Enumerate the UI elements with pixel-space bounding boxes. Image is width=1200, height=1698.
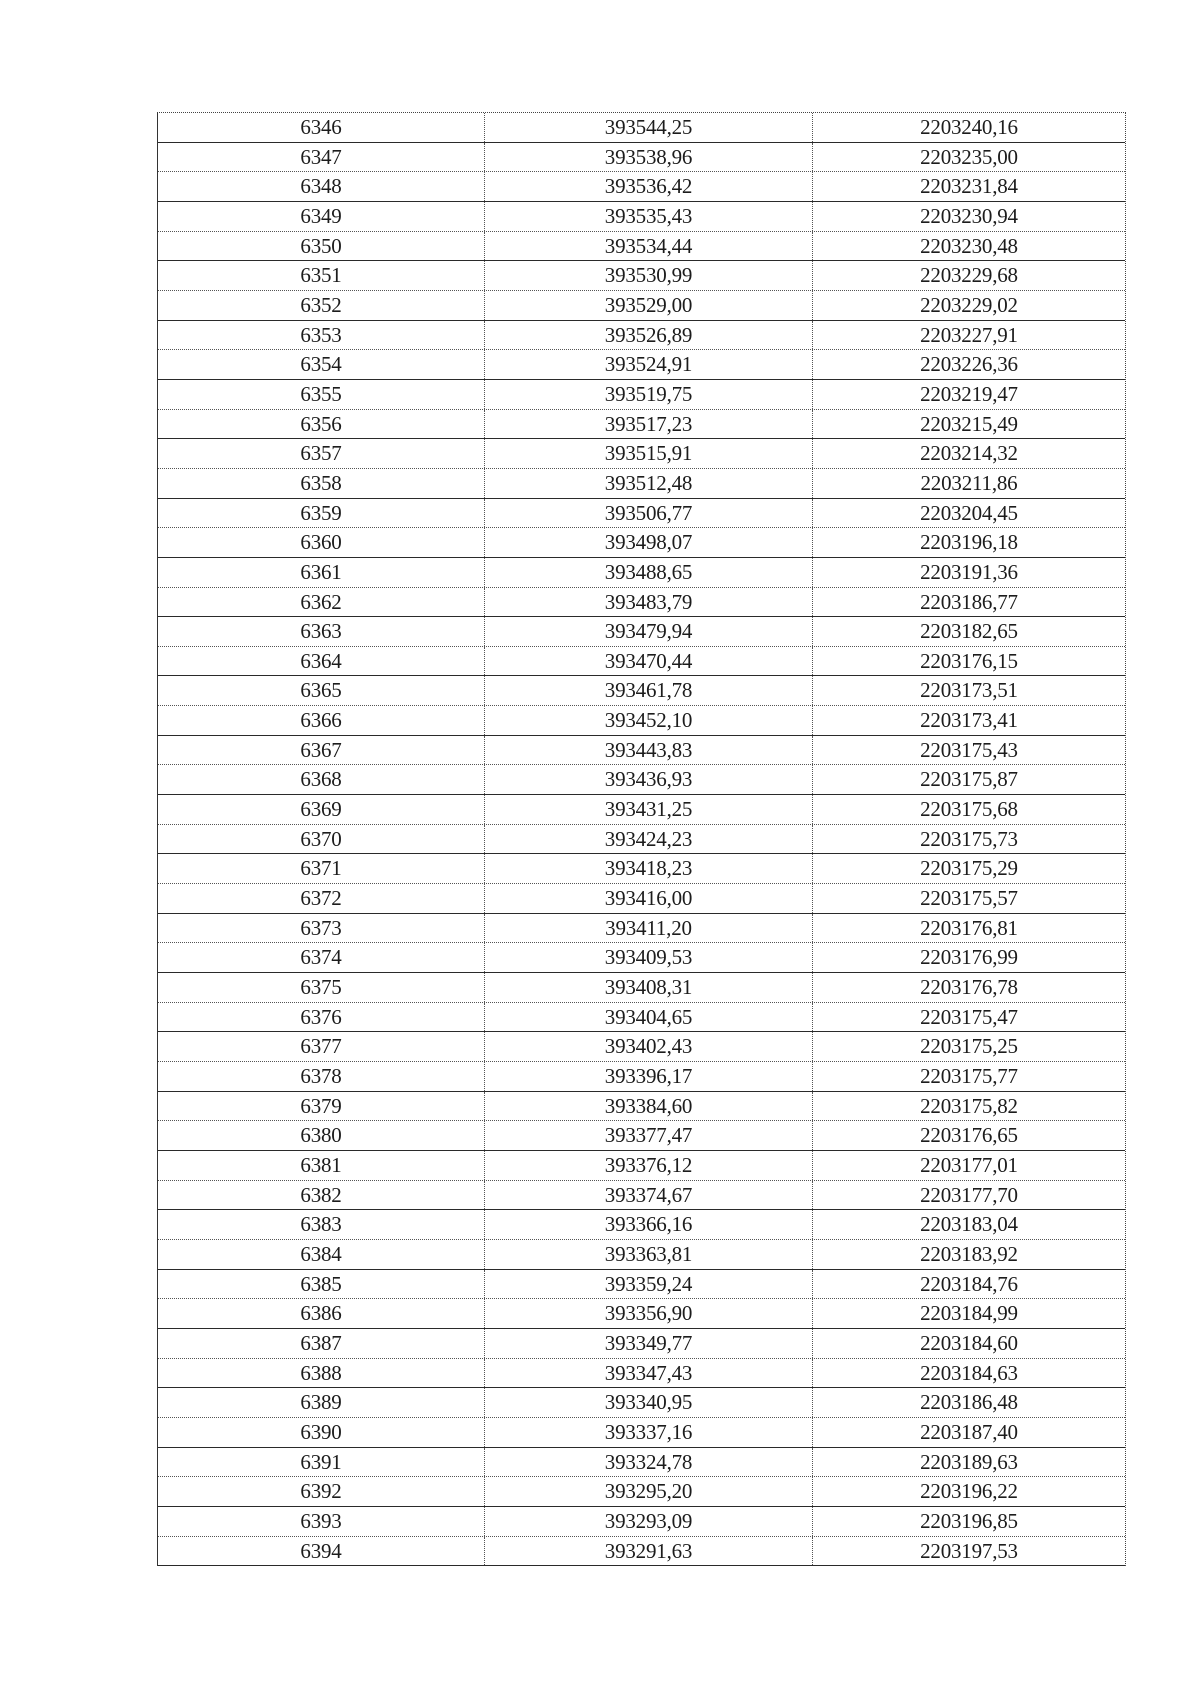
first-value-cell: 393479,94 <box>485 617 813 646</box>
row-number-cell: 6376 <box>158 1003 485 1032</box>
table-row <box>158 1003 1125 1033</box>
first-value-cell: 393436,93 <box>485 765 813 794</box>
second-value-cell: 2203182,65 <box>920 619 1018 644</box>
second-value-cell: 2203229,68 <box>920 263 1018 288</box>
first-value-cell: 393402,43 <box>485 1032 813 1061</box>
table-row <box>158 588 1125 618</box>
second-value-cell: 2203175,47 <box>920 1004 1018 1029</box>
row-number-cell: 6354 <box>158 350 485 379</box>
second-value-cell: 2203219,47 <box>920 381 1018 406</box>
data-table <box>157 112 1126 1566</box>
row-number-cell: 6372 <box>158 884 485 913</box>
first-value-cell: 393324,78 <box>485 1448 813 1477</box>
table-row <box>158 439 1125 469</box>
row-number-cell: 6394 <box>158 1537 485 1566</box>
first-value-cell: 393347,43 <box>485 1359 813 1388</box>
second-value-cell: 2203175,82 <box>920 1093 1018 1118</box>
first-value-cell: 393498,07 <box>485 528 813 557</box>
first-value-cell: 393544,25 <box>485 113 813 142</box>
row-number-cell: 6381 <box>158 1151 485 1180</box>
row-number-cell: 6392 <box>158 1477 485 1506</box>
second-value-cell: 2203240,16 <box>920 115 1018 139</box>
table-row <box>158 736 1125 766</box>
first-value-cell: 393337,16 <box>485 1418 813 1447</box>
table-row <box>158 1388 1125 1418</box>
table-row <box>158 232 1125 262</box>
table-row <box>158 528 1125 558</box>
table-row <box>158 1299 1125 1329</box>
first-value-cell: 393526,89 <box>485 321 813 350</box>
first-value-cell: 393340,95 <box>485 1388 813 1417</box>
table-row <box>158 1477 1125 1507</box>
first-value-cell: 393519,75 <box>485 380 813 409</box>
first-value-cell: 393359,24 <box>485 1270 813 1299</box>
table-row <box>158 469 1125 499</box>
second-value-cell: 2203184,63 <box>920 1360 1018 1385</box>
second-value-cell: 2203175,43 <box>920 737 1018 762</box>
row-number-cell: 6389 <box>158 1388 485 1417</box>
row-number-cell: 6371 <box>158 854 485 883</box>
table-row <box>158 1062 1125 1092</box>
table-row <box>158 973 1125 1003</box>
row-number-cell: 6379 <box>158 1092 485 1121</box>
table-row <box>158 825 1125 855</box>
row-number-cell: 6388 <box>158 1359 485 1388</box>
first-value-cell: 393377,47 <box>485 1121 813 1150</box>
second-value-cell: 2203230,48 <box>920 233 1018 258</box>
second-value-cell: 2203196,85 <box>920 1508 1018 1533</box>
row-number-cell: 6356 <box>158 410 485 439</box>
row-number-cell: 6390 <box>158 1418 485 1447</box>
first-value-cell: 393538,96 <box>485 143 813 172</box>
table-row <box>158 617 1125 647</box>
row-number-cell: 6384 <box>158 1240 485 1269</box>
second-value-cell: 2203173,51 <box>920 678 1018 703</box>
second-value-cell: 2203189,63 <box>920 1449 1018 1474</box>
row-number-cell: 6382 <box>158 1181 485 1210</box>
second-value-cell: 2203226,36 <box>920 352 1018 377</box>
table-row <box>158 914 1125 944</box>
first-value-cell: 393488,65 <box>485 558 813 587</box>
first-value-cell: 393411,20 <box>485 914 813 943</box>
table-row <box>158 410 1125 440</box>
row-number-cell: 6374 <box>158 943 485 972</box>
table-row <box>158 1032 1125 1062</box>
table-row <box>158 1092 1125 1122</box>
first-value-cell: 393424,23 <box>485 825 813 854</box>
table-row <box>158 1507 1125 1537</box>
row-number-cell: 6364 <box>158 647 485 676</box>
first-value-cell: 393524,91 <box>485 350 813 379</box>
table-row <box>158 1121 1125 1151</box>
row-number-cell: 6353 <box>158 321 485 350</box>
row-number-cell: 6360 <box>158 528 485 557</box>
table-row <box>158 1240 1125 1270</box>
row-number-cell: 6368 <box>158 765 485 794</box>
table-row <box>158 854 1125 884</box>
row-number-cell: 6380 <box>158 1121 485 1150</box>
row-number-cell: 6391 <box>158 1448 485 1477</box>
second-value-cell: 2203175,25 <box>920 1034 1018 1059</box>
table-row <box>158 321 1125 351</box>
row-number-cell: 6387 <box>158 1329 485 1358</box>
second-value-cell: 2203184,76 <box>920 1271 1018 1296</box>
second-value-cell: 2203214,32 <box>920 441 1018 466</box>
second-value-cell: 2203186,48 <box>920 1390 1018 1415</box>
second-value-cell: 2203175,29 <box>920 856 1018 881</box>
first-value-cell: 393452,10 <box>485 706 813 735</box>
table-row <box>158 884 1125 914</box>
row-number-cell: 6349 <box>158 202 485 231</box>
first-value-cell: 393470,44 <box>485 647 813 676</box>
first-value-cell: 393384,60 <box>485 1092 813 1121</box>
table-row <box>158 676 1125 706</box>
row-number-cell: 6352 <box>158 291 485 320</box>
first-value-cell: 393530,99 <box>485 261 813 290</box>
row-number-cell: 6366 <box>158 706 485 735</box>
row-number-cell: 6363 <box>158 617 485 646</box>
first-value-cell: 393363,81 <box>485 1240 813 1269</box>
table-row <box>158 380 1125 410</box>
second-value-cell: 2203196,22 <box>920 1479 1018 1504</box>
row-number-cell: 6367 <box>158 736 485 765</box>
table-row <box>158 558 1125 588</box>
first-value-cell: 393483,79 <box>485 588 813 617</box>
row-number-cell: 6350 <box>158 232 485 261</box>
row-number-cell: 6355 <box>158 380 485 409</box>
table-row <box>158 943 1125 973</box>
row-number-cell: 6385 <box>158 1270 485 1299</box>
first-value-cell: 393535,43 <box>485 202 813 231</box>
first-value-cell: 393374,67 <box>485 1181 813 1210</box>
row-number-cell: 6370 <box>158 825 485 854</box>
first-value-cell: 393356,90 <box>485 1299 813 1328</box>
second-value-cell: 2203177,01 <box>920 1152 1018 1177</box>
second-value-cell: 2203177,70 <box>920 1182 1018 1207</box>
table-row <box>158 795 1125 825</box>
first-value-cell: 393431,25 <box>485 795 813 824</box>
second-value-cell: 2203231,84 <box>920 174 1018 199</box>
row-number-cell: 6393 <box>158 1507 485 1536</box>
second-value-cell: 2203229,02 <box>920 292 1018 317</box>
first-value-cell: 393461,78 <box>485 676 813 705</box>
first-value-cell: 393416,00 <box>485 884 813 913</box>
first-value-cell: 393529,00 <box>485 291 813 320</box>
second-value-cell: 2203211,86 <box>920 470 1018 495</box>
second-value-cell: 2203230,94 <box>920 203 1018 228</box>
first-value-cell: 393536,42 <box>485 172 813 201</box>
table-row <box>158 350 1125 380</box>
second-value-cell: 2203173,41 <box>920 708 1018 733</box>
table-row <box>158 1359 1125 1389</box>
second-value-cell: 2203235,00 <box>920 144 1018 169</box>
table-row <box>158 1151 1125 1181</box>
row-number-cell: 6373 <box>158 914 485 943</box>
table-row <box>158 1537 1125 1567</box>
row-number-cell: 6351 <box>158 261 485 290</box>
row-number-cell: 6362 <box>158 588 485 617</box>
first-value-cell: 393409,53 <box>485 943 813 972</box>
row-number-cell: 6375 <box>158 973 485 1002</box>
table-row <box>158 1329 1125 1359</box>
second-value-cell: 2203175,87 <box>920 767 1018 792</box>
row-number-cell: 6369 <box>158 795 485 824</box>
second-value-cell: 2203176,15 <box>920 648 1018 673</box>
second-value-cell: 2203187,40 <box>920 1419 1018 1444</box>
second-value-cell: 2203183,04 <box>920 1212 1018 1237</box>
row-number-cell: 6377 <box>158 1032 485 1061</box>
row-number-cell: 6361 <box>158 558 485 587</box>
second-value-cell: 2203191,36 <box>920 559 1018 584</box>
row-number-cell: 6386 <box>158 1299 485 1328</box>
row-number-cell: 6357 <box>158 439 485 468</box>
table-row <box>158 143 1125 173</box>
second-value-cell: 2203204,45 <box>920 500 1018 525</box>
row-number-cell: 6378 <box>158 1062 485 1091</box>
table-row <box>158 261 1125 291</box>
second-value-cell: 2203176,81 <box>920 915 1018 940</box>
row-number-cell: 6359 <box>158 499 485 528</box>
first-value-cell: 393512,48 <box>485 469 813 498</box>
second-value-cell: 2203175,77 <box>920 1064 1018 1088</box>
row-number-cell: 6358 <box>158 469 485 498</box>
second-value-cell: 2203197,53 <box>920 1538 1018 1563</box>
second-value-cell: 2203175,73 <box>920 826 1018 851</box>
table-row <box>158 172 1125 202</box>
first-value-cell: 393404,65 <box>485 1003 813 1032</box>
row-number-cell: 6365 <box>158 676 485 705</box>
second-value-cell: 2203184,99 <box>920 1301 1018 1326</box>
first-value-cell: 393349,77 <box>485 1329 813 1358</box>
table-row <box>158 1210 1125 1240</box>
row-number-cell: 6348 <box>158 172 485 201</box>
first-value-cell: 393443,83 <box>485 736 813 765</box>
row-number-cell: 6347 <box>158 143 485 172</box>
first-value-cell: 393396,17 <box>485 1062 813 1091</box>
row-number-cell: 6383 <box>158 1210 485 1239</box>
first-value-cell: 393408,31 <box>485 973 813 1002</box>
first-value-cell: 393534,44 <box>485 232 813 261</box>
second-value-cell: 2203183,92 <box>920 1241 1018 1266</box>
table-row <box>158 113 1125 143</box>
table-row <box>158 1181 1125 1211</box>
first-value-cell: 393506,77 <box>485 499 813 528</box>
first-value-cell: 393295,20 <box>485 1477 813 1506</box>
second-value-cell: 2203186,77 <box>920 589 1018 614</box>
first-value-cell: 393293,09 <box>485 1507 813 1536</box>
table-row <box>158 765 1125 795</box>
second-value-cell: 2203175,57 <box>920 886 1018 911</box>
row-number-cell: 6346 <box>158 113 485 142</box>
table-row <box>158 706 1125 736</box>
second-value-cell: 2203176,65 <box>920 1123 1018 1148</box>
table-row <box>158 202 1125 232</box>
second-value-cell: 2203176,78 <box>920 975 1018 1000</box>
second-value-cell: 2203227,91 <box>920 322 1018 347</box>
first-value-cell: 393376,12 <box>485 1151 813 1180</box>
table-row <box>158 499 1125 529</box>
table-row <box>158 647 1125 677</box>
first-value-cell: 393366,16 <box>485 1210 813 1239</box>
second-value-cell: 2203215,49 <box>920 411 1018 436</box>
second-value-cell: 2203175,68 <box>920 797 1018 822</box>
first-value-cell: 393515,91 <box>485 439 813 468</box>
first-value-cell: 393517,23 <box>485 410 813 439</box>
table-row <box>158 1448 1125 1478</box>
second-value-cell: 2203176,99 <box>920 945 1018 970</box>
first-value-cell: 393291,63 <box>485 1537 813 1566</box>
table-row <box>158 1418 1125 1448</box>
second-value-cell: 2203196,18 <box>920 530 1018 555</box>
table-row <box>158 291 1125 321</box>
second-value-cell: 2203184,60 <box>920 1330 1018 1355</box>
first-value-cell: 393418,23 <box>485 854 813 883</box>
table-row <box>158 1270 1125 1300</box>
